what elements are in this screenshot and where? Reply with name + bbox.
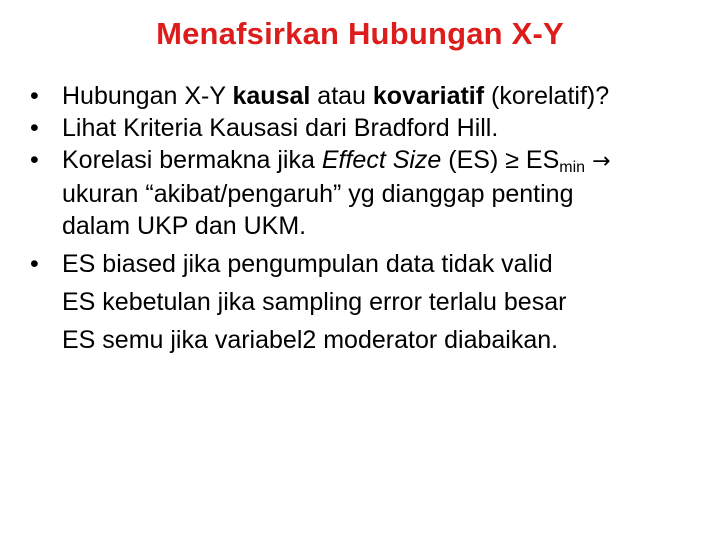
bullet-icon: • [30, 250, 39, 278]
item-bold-text: kovariatif [372, 82, 485, 110]
item-text: ES biased jika pengumpulan data tidak valid [62, 250, 553, 278]
item-continuation: ES kebetulan jika sampling error terlalu besar [62, 288, 567, 316]
bullet-icon: • [30, 146, 39, 174]
item-text: (korelatif)? [484, 82, 610, 110]
list-item [30, 80, 710, 112]
subscript-text: min [559, 159, 586, 176]
item-continuation: ES semu jika variabel2 moderator diabaikan. [62, 326, 559, 354]
item-continuation: ukuran “akibat/pengaruh” yg dianggap penting [62, 180, 574, 208]
list-item [30, 112, 710, 144]
right-arrow-icon: → [592, 149, 611, 174]
item-text: atau [310, 82, 373, 110]
item-text: Hubungan X-Y [62, 82, 233, 110]
item-text: Korelasi bermakna jika [62, 146, 322, 174]
item-continuation: dalam UKP dan UKM. [62, 212, 307, 240]
bullet-list [30, 80, 710, 356]
list-item [30, 144, 710, 242]
item-text: Lihat Kriteria Kausasi dari Bradford Hill. [62, 114, 499, 142]
bullet-icon: • [30, 114, 39, 142]
item-bold-text: kausal [232, 82, 311, 110]
item-text: (ES) ≥ ES [441, 146, 560, 174]
slide-title: Menafsirkan Hubungan X-Y [156, 16, 564, 51]
list-item [30, 248, 710, 280]
bullet-icon: • [30, 82, 39, 110]
item-italic-text: Effect Size [321, 146, 442, 174]
